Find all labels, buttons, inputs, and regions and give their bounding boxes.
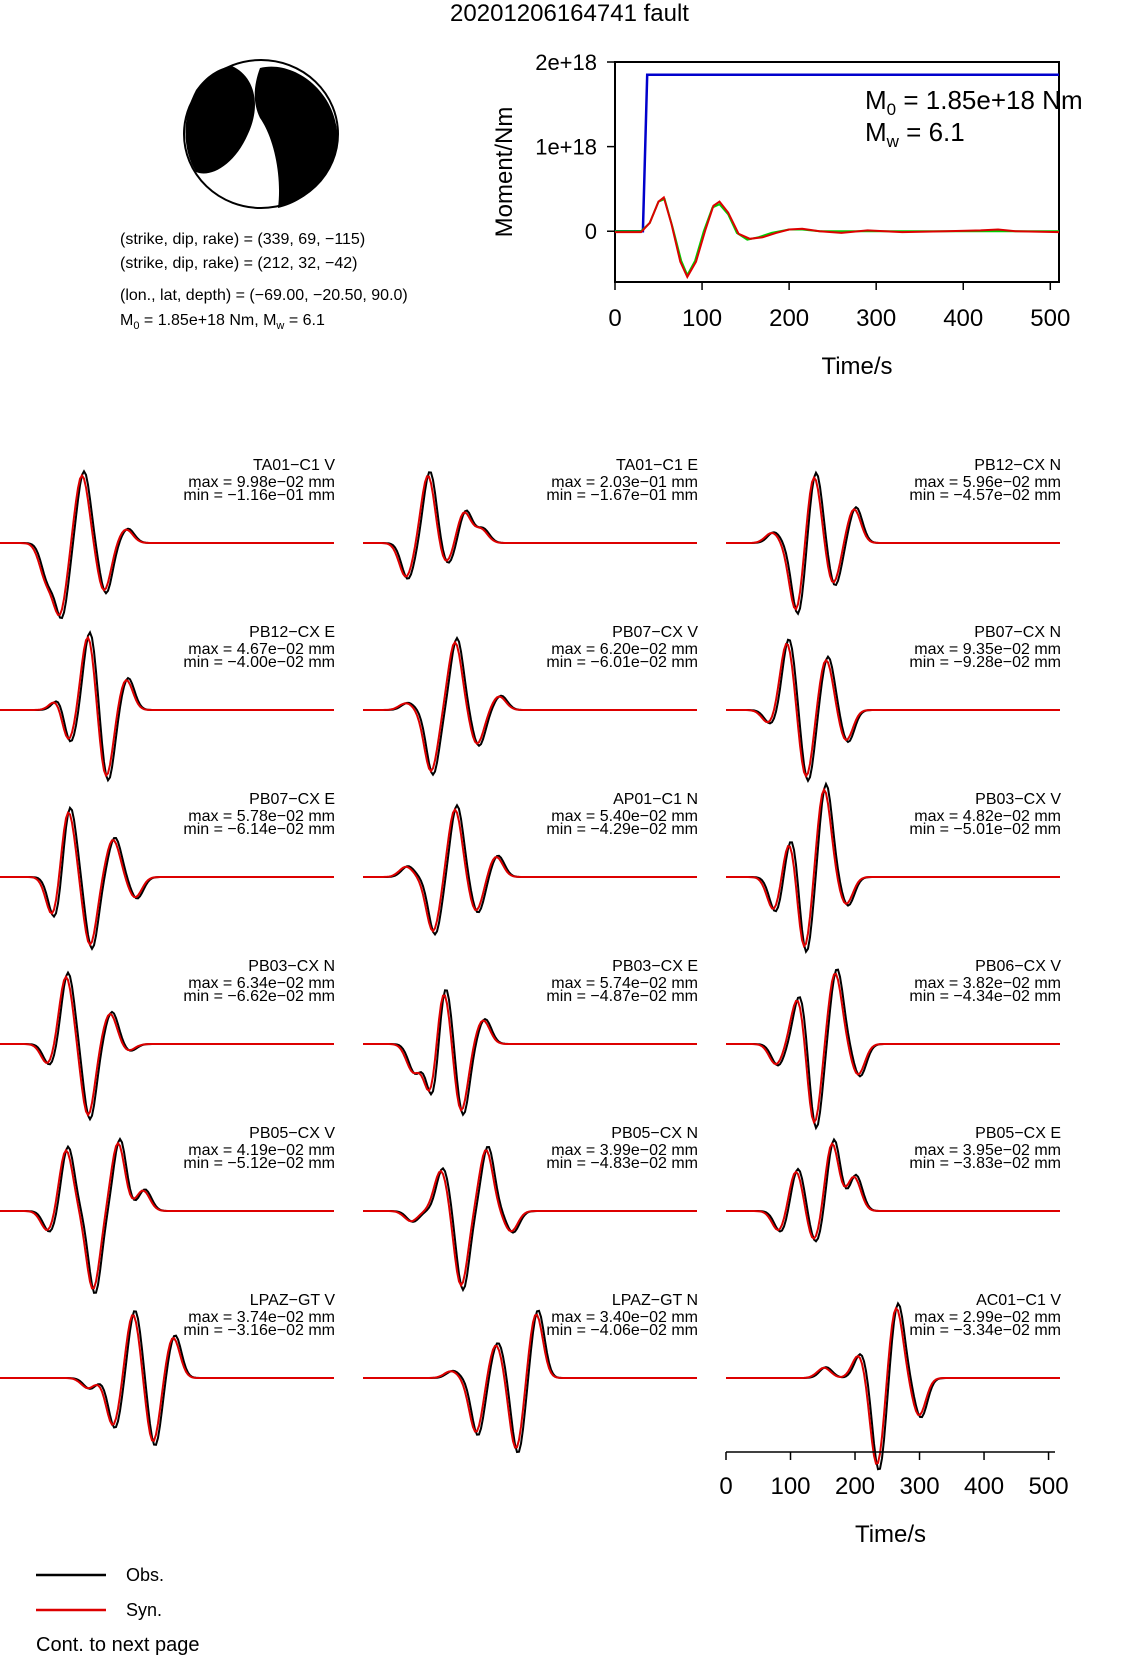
focal-mechanism-beachball [182, 58, 340, 210]
y-tick-label: 2e+18 [535, 50, 597, 75]
y-tick-label: 0 [584, 219, 597, 245]
station-panel [363, 791, 698, 934]
station-min: min = −3.83e−02 mm [909, 1155, 1061, 1172]
station-min: min = −3.16e−02 mm [183, 1322, 335, 1339]
magnitude-subscript: w [276, 320, 285, 333]
station-label: PB03−CX N [248, 958, 335, 975]
station-panel [363, 958, 698, 1115]
station-min: min = −4.29e−02 mm [546, 821, 698, 838]
station-min: min = −1.16e−01 mm [183, 487, 335, 504]
continuation-note: Cont. to next page [36, 1634, 200, 1656]
station-label: PB05−CX N [611, 1125, 698, 1142]
nodal-plane-2: (strike, dip, rake) = (212, 32, −42) [120, 255, 358, 272]
magnitude-value: = 6.1 [284, 312, 325, 329]
station-panel [0, 791, 335, 949]
moment-magnitude-text [120, 312, 325, 332]
station-label: PB05−CX E [975, 1125, 1061, 1142]
legend-syn-label: Syn. [126, 1600, 163, 1620]
station-max: max = 3.82e−02 mm [914, 975, 1061, 992]
legend-obs-label: Obs. [126, 1565, 165, 1585]
station-label: TA01−C1 V [253, 457, 335, 474]
annotation-mw-subscript: w [886, 132, 899, 151]
station-max: max = 4.67e−02 mm [188, 641, 335, 658]
moment-series-2 [615, 197, 1059, 277]
time-axis-tick-label: 300 [899, 1473, 940, 1500]
station-panel [363, 1292, 698, 1452]
x-tick-label: 200 [769, 305, 810, 332]
x-tick-label: 300 [856, 305, 897, 332]
time-axis-label: Time/s [854, 1521, 927, 1548]
annotation-m0-subscript: 0 [886, 100, 897, 119]
hypocenter-location: (lon., lat, depth) = (−69.00, −20.50, 90.0) [120, 287, 408, 304]
station-panel [0, 624, 335, 780]
station-label: LPAZ−GT V [249, 1292, 335, 1309]
station-panel [726, 624, 1061, 781]
station-min: min = −3.34e−02 mm [909, 1322, 1061, 1339]
station-panel [726, 457, 1061, 614]
station-label: PB07−CX N [974, 624, 1061, 641]
moment-value: = 1.85e+18 Nm, M [139, 312, 277, 329]
station-panel [363, 624, 698, 775]
x-tick-label: 400 [943, 305, 984, 332]
station-min: min = −4.87e−02 mm [546, 988, 698, 1005]
x-tick-label: 100 [682, 305, 723, 332]
station-min: min = −4.00e−02 mm [183, 654, 335, 671]
time-axis-tick-label: 200 [834, 1473, 876, 1500]
station-label: PB07−CX V [612, 624, 698, 641]
magnitude-annotation [865, 117, 965, 151]
station-min: min = −6.01e−02 mm [546, 654, 698, 671]
waveform-comparison-grid [0, 457, 1139, 1661]
station-label: PB03−CX V [975, 791, 1061, 808]
station-min: min = −1.67e−01 mm [546, 487, 698, 504]
nodal-plane-1: (strike, dip, rake) = (339, 69, −115) [120, 231, 366, 248]
x-tick-label: 500 [1030, 305, 1071, 332]
station-min: min = −4.06e−02 mm [546, 1322, 698, 1339]
station-panel [726, 1292, 1061, 1469]
time-axis-tick-label: 0 [719, 1473, 733, 1500]
time-axis-tick-label: 400 [964, 1473, 1005, 1500]
station-max: max = 2.99e−02 mm [914, 1309, 1061, 1326]
station-min: min = −6.62e−02 mm [183, 988, 335, 1005]
station-panel [363, 1125, 698, 1290]
time-axis-tick-label: 500 [1028, 1473, 1069, 1500]
observed-waveform [363, 990, 697, 1114]
station-max: max = 5.40e−02 mm [551, 808, 698, 825]
station-max: max = 4.82e−02 mm [914, 808, 1061, 825]
station-panel [0, 457, 335, 618]
synthetic-waveform [363, 996, 697, 1111]
station-min: min = −5.12e−02 mm [183, 1155, 335, 1172]
station-max: max = 3.95e−02 mm [914, 1142, 1061, 1159]
y-tick-label: 1e+18 [535, 134, 597, 160]
station-min: min = −4.57e−02 mm [909, 487, 1061, 504]
station-label: LPAZ−GT N [611, 1292, 698, 1309]
moment-function-chart [480, 50, 1139, 400]
legend [30, 1560, 230, 1630]
station-panel [363, 457, 698, 579]
station-max: max = 3.99e−02 mm [551, 1142, 698, 1159]
station-min: min = −6.14e−02 mm [183, 821, 335, 838]
page-title: 20201206164741 fault [450, 0, 689, 27]
station-max: max = 4.19e−02 mm [188, 1142, 335, 1159]
station-max: max = 3.74e−02 mm [188, 1309, 335, 1326]
station-label: PB12−CX E [249, 624, 335, 641]
y-axis-label: Moment/Nm [491, 106, 518, 238]
station-label: PB12−CX N [974, 457, 1061, 474]
station-label: PB06−CX V [975, 958, 1061, 975]
station-panel [726, 1125, 1061, 1241]
x-axis-label: Time/s [821, 353, 893, 380]
station-min: min = −4.83e−02 mm [546, 1155, 698, 1172]
station-label: TA01−C1 E [616, 457, 698, 474]
station-min: min = −5.01e−02 mm [909, 821, 1061, 838]
annotation-mw-value: = 6.1 [898, 117, 965, 147]
x-tick-label: 0 [608, 305, 622, 332]
station-panel [0, 958, 335, 1119]
moment-subscript: 0 [133, 320, 140, 333]
station-min: min = −4.34e−02 mm [909, 988, 1061, 1005]
annotation-m0-symbol: M [865, 85, 887, 115]
station-panel [0, 1292, 335, 1445]
station-panel [726, 958, 1061, 1128]
station-label: PB03−CX E [612, 958, 698, 975]
station-max: max = 2.03e−01 mm [551, 474, 698, 491]
station-min: min = −9.28e−02 mm [909, 654, 1061, 671]
station-panel [726, 784, 1061, 952]
station-label: AP01−C1 N [613, 791, 698, 808]
station-max: max = 3.40e−02 mm [551, 1309, 698, 1326]
annotation-m0-value: = 1.85e+18 Nm [896, 85, 1083, 115]
station-max: max = 5.96e−02 mm [914, 474, 1061, 491]
station-max: max = 6.20e−02 mm [551, 641, 698, 658]
time-axis-tick-label: 100 [770, 1473, 811, 1500]
moment-annotation [865, 85, 1083, 119]
station-max: max = 5.78e−02 mm [188, 808, 335, 825]
station-max: max = 9.98e−02 mm [188, 474, 335, 491]
station-label: AC01−C1 V [976, 1292, 1061, 1309]
station-panel [0, 1125, 335, 1293]
station-label: PB07−CX E [249, 791, 335, 808]
annotation-mw-symbol: M [865, 117, 887, 147]
moment-symbol: M [120, 312, 134, 329]
station-max: max = 5.74e−02 mm [551, 975, 698, 992]
station-max: max = 6.34e−02 mm [188, 975, 335, 992]
station-max: max = 9.35e−02 mm [914, 641, 1061, 658]
station-label: PB05−CX V [249, 1125, 335, 1142]
